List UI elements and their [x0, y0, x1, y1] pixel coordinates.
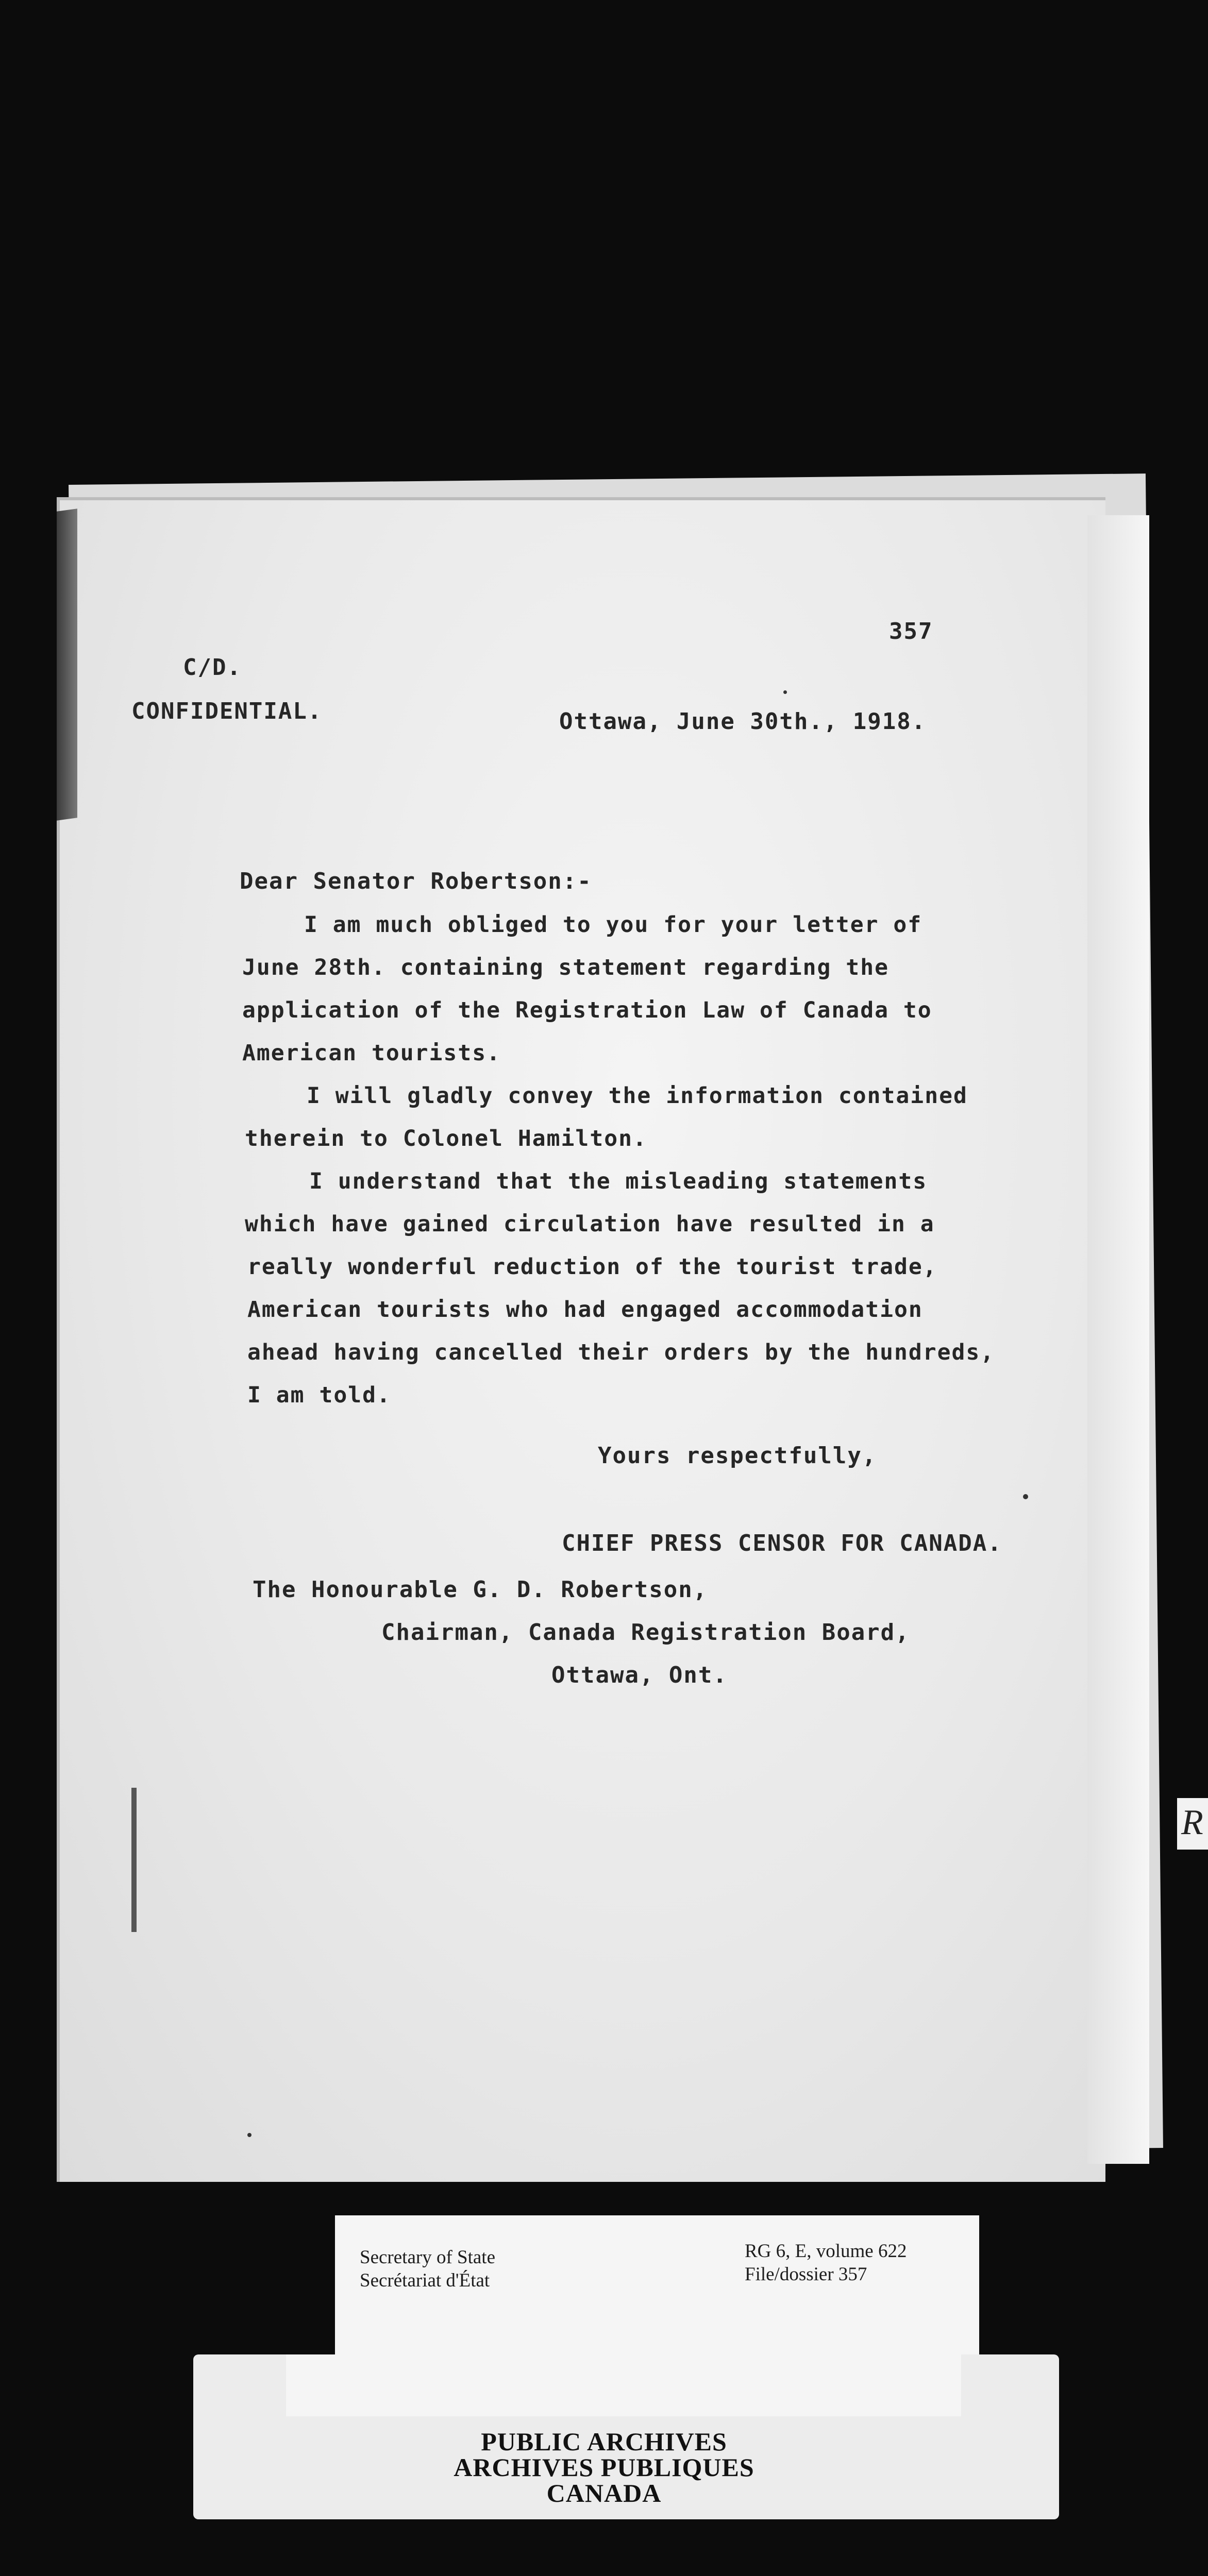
classification: CONFIDENTIAL.	[131, 698, 323, 724]
record-group: RG 6, E, volume 622	[745, 2241, 907, 2262]
body-line: June 28th. containing statement regarding the	[242, 955, 889, 980]
side-tab-letter: R	[1181, 1803, 1203, 1842]
signature-title: CHIEF PRESS CENSOR FOR CANADA.	[562, 1530, 1002, 1556]
salutation: Dear Senator Robertson:-	[240, 868, 592, 894]
department-en: Secretary of State	[360, 2247, 495, 2268]
body-line: I understand that the misleading statements	[309, 1168, 928, 1194]
binding-mark	[131, 1788, 137, 1932]
body-line: therein to Colonel Hamilton.	[245, 1126, 647, 1151]
body-line: American tourists who had engaged accommodation	[247, 1297, 923, 1323]
addressee-city: Ottawa, Ont.	[551, 1662, 728, 1688]
addressee-name: The Honourable G. D. Robertson,	[253, 1577, 708, 1603]
body-line: I am told.	[247, 1382, 391, 1408]
ink-speck	[783, 690, 787, 694]
page-number: 357	[889, 618, 933, 645]
page-left-shadow	[57, 509, 77, 821]
department-fr: Secrétariat d'État	[360, 2270, 490, 2291]
place-date: Ottawa, June 30th., 1918.	[559, 708, 927, 735]
body-line: application of the Registration Law of Canada to	[242, 997, 932, 1023]
body-line: I am much obliged to you for your letter of	[304, 912, 922, 938]
file-code: C/D.	[183, 654, 242, 681]
archive-card-lower	[286, 2354, 961, 2416]
addressee-title: Chairman, Canada Registration Board,	[381, 1619, 910, 1646]
body-line: ahead having cancelled their orders by the hundreds,	[247, 1340, 995, 1365]
ink-speck	[247, 2133, 251, 2137]
closing: Yours respectfully,	[598, 1443, 877, 1469]
archive-line-1: PUBLIC ARCHIVES	[481, 2427, 727, 2456]
archive-line-2: ARCHIVES PUBLIQUES	[454, 2453, 754, 2482]
page-fold-edge	[1087, 515, 1149, 2164]
body-line: really wonderful reduction of the tourist trade,	[247, 1254, 937, 1280]
side-tab	[1177, 1798, 1208, 1850]
body-line: which have gained circulation have resulted in a	[245, 1211, 935, 1237]
archive-line-3: CANADA	[546, 2479, 662, 2507]
file-number: File/dossier 357	[745, 2264, 867, 2285]
body-line: I will gladly convey the information contained	[307, 1083, 968, 1109]
ink-speck	[1023, 1494, 1028, 1499]
body-line: American tourists.	[242, 1040, 501, 1066]
